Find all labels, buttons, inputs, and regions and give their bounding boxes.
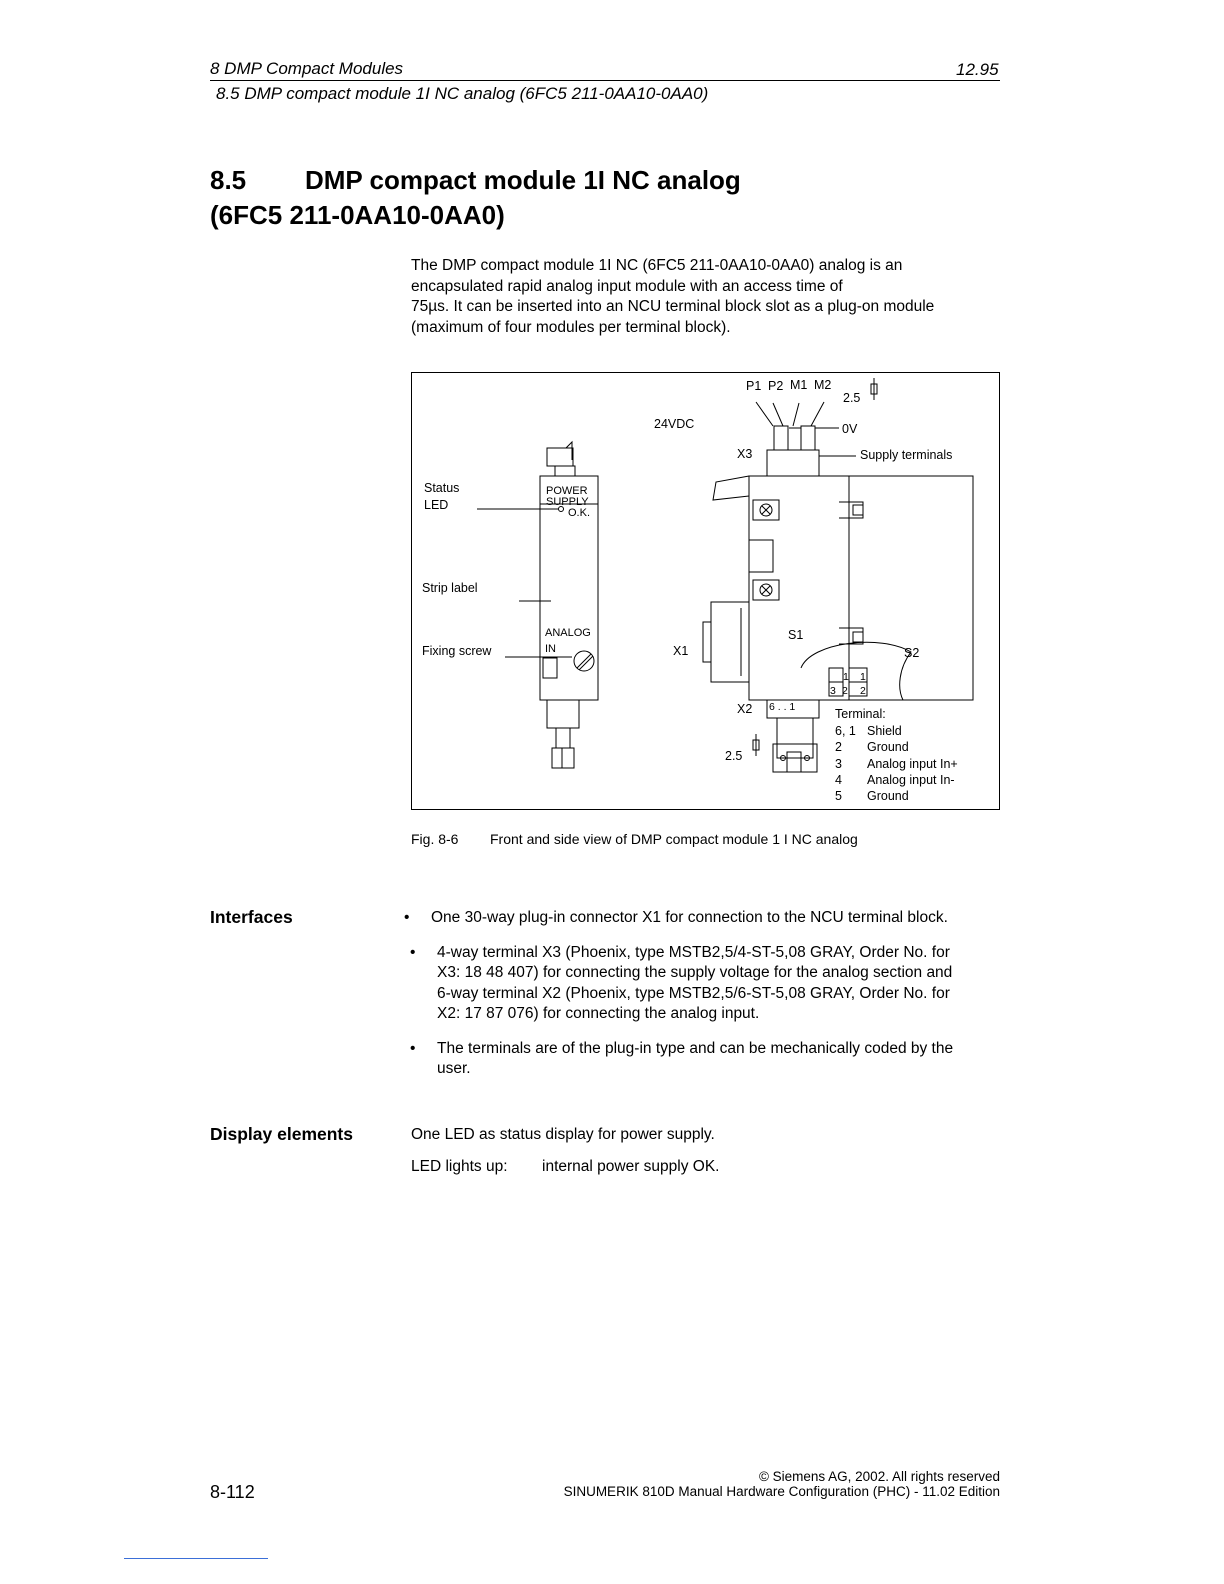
list-line: 4-way terminal X3 (Phoenix, type MSTB2,5/4-ST-5,08 GRAY, Order No. for [437,943,950,961]
top-neck [555,466,575,476]
list-line: X3: 18 48 407) for connecting the supply voltage for the analog section and [437,964,953,981]
m2-label: M2 [814,378,832,392]
bottom-connector [552,748,574,768]
section-number: 8.5 [210,165,247,195]
wire-p1 [756,402,773,426]
terminal-desc: Analog input In- [867,773,955,787]
manual-title: SINUMERIK 810D Manual Hardware Configuration (PHC) - 11.02 Edition [563,1484,1000,1499]
switch-bottom-2b: 2 [860,685,866,697]
terminal-list [835,724,958,803]
bottom-neck [556,728,570,748]
led-lights-up-value: internal power supply OK. [542,1158,720,1175]
24vdc-label: 24VDC [654,417,695,431]
running-header-chapter: 8 DMP Compact Modules [210,59,404,78]
display-elements-line: One LED as status display for power supply. [411,1126,715,1143]
terminal-pin: 2 [835,740,842,754]
x1-label: X1 [673,644,689,658]
intro-paragraph [411,256,1011,338]
list-line: user. [437,1060,471,1077]
strip-label-text: Strip label [422,581,478,595]
module-figure [411,372,1001,811]
switch-bottom-3: 3 [830,685,836,697]
terminal-pin: 5 [835,789,842,803]
screw-slot [577,654,591,668]
status-label: Status [424,481,460,495]
intro-line: 75µs. It can be inserted into an NCU terminal block slot as a plug-on module [411,298,935,315]
led-label: LED [424,498,449,512]
interfaces-list [404,908,1011,1080]
clip-top [839,502,863,518]
terminal-pin: 3 [835,757,842,771]
p1-label: P1 [746,379,762,393]
size-top-label: 2.5 [843,391,861,405]
x3-pin [774,426,788,450]
wire-m1 [793,403,799,426]
list-item [411,1039,1011,1080]
in-label: IN [545,643,556,655]
power-label: POWER [546,485,588,497]
ok-label: O.K. [568,507,591,519]
terminal-desc: Ground [867,789,909,803]
wire-p2 [773,403,783,426]
intro-line: encapsulated rapid analog input module with an access time of [411,277,843,295]
cutaway-edge [801,642,911,700]
analog-label: ANALOG [545,627,591,639]
x3-pin [801,426,815,450]
housing [749,476,973,700]
figure-caption-text: Front and side view of DMP compact module 1 I NC analog [490,831,858,847]
supply-terminals-label: Supply terminals [860,448,953,462]
led-lights-up-key: LED lights up: [411,1158,508,1175]
running-header-date: 12.95 [956,60,999,79]
interfaces-heading: Interfaces [210,907,293,927]
copyright: © Siemens AG, 2002. All rights reserved [758,1469,1000,1484]
list-item [411,943,1011,1025]
display-elements-heading: Display elements [210,1124,353,1144]
s2-label: S2 [904,646,920,660]
footer-link-underline [124,1558,268,1559]
page-number: 8-112 [210,1482,255,1502]
supply-module-label: SUPPLY [546,496,589,508]
figure-frame [412,373,1000,810]
housing-break [713,476,749,500]
terminal-desc: Shield [867,724,902,738]
terminal-desc: Analog input In+ [867,757,958,771]
list-line: 6-way terminal X2 (Phoenix, type MSTB2,5/6-ST-5,08 GRAY, Order No. for [437,984,950,1002]
top-cap-flap [566,442,572,460]
terminal-pin: 6, 1 [835,724,856,738]
s1-label: S1 [788,628,804,642]
header-rule [210,80,1000,81]
bullet-icon: • [410,1039,416,1057]
fixing-screw-text: Fixing screw [422,644,492,658]
section-title-line1: DMP compact module 1I NC analog [305,165,741,195]
x3-plug [767,450,819,476]
list-item [404,908,1011,929]
bullet-icon: • [410,943,416,961]
side-slot [749,540,773,572]
list-line: One 30-way plug-in connector X1 for connection to the NCU terminal block. [431,909,948,926]
m1-label: M1 [790,378,808,392]
list-line: X2: 17 87 076) for connecting the analog input. [437,1005,760,1022]
intro-line: The DMP compact module 1I NC (6FC5 211-0AA10-0AA0) analog is an [411,257,903,274]
bottom-plug [547,700,579,728]
terminal-pin: 4 [835,773,842,787]
top-cap [547,448,573,466]
p2-label: P2 [768,379,784,393]
switch-top-2: 1 [860,671,866,683]
zero-v-label: 0V [842,422,858,436]
section-title-line2: (6FC5 211-0AA10-0AA0) [210,200,505,230]
size-bottom-label: 2.5 [725,749,743,763]
switch-top-1: 1 [843,671,849,683]
body-tab [543,658,557,678]
x3-label: X3 [737,447,753,461]
wire-m2 [811,402,824,426]
terminal-desc: Ground [867,740,909,754]
x2-label: X2 [737,702,753,716]
terminal-heading: Terminal: [835,707,886,721]
list-line: The terminals are of the plug-in type and can be mechanically coded by the [437,1039,954,1057]
running-header-section: 8.5 DMP compact module 1I NC analog (6FC5 211-0AA10-0AA0) [216,84,709,103]
figure-caption-number: Fig. 8-6 [411,831,459,847]
bullet-icon: • [404,909,410,926]
switch-bottom-2a: 2 [842,685,848,697]
x2-pin-labels: 6 . . 1 [769,701,796,713]
x1-connector [711,602,749,682]
intro-line: (maximum of four modules per terminal block). [411,318,731,336]
